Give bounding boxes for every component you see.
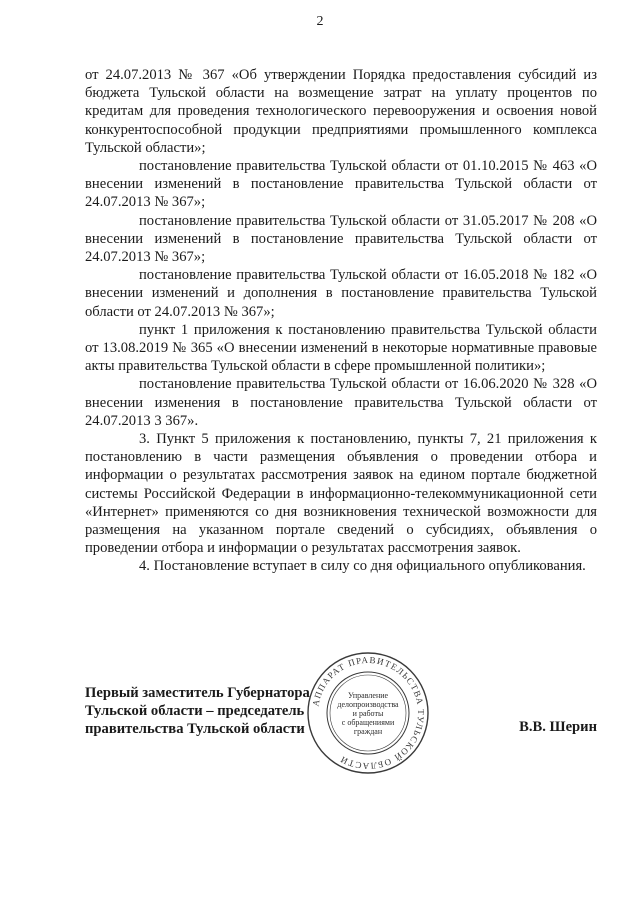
- document-body: [85, 66, 597, 576]
- paragraph-6: постановление правительства Тульской области от 16.06.2020 № 328 «О внесении изменения в постановление правительства Тульской области от 24.07.2013 3 367».: [85, 376, 597, 429]
- signatory-name: В.В. Шерин: [519, 719, 597, 735]
- signatory-title-line: Тульской области – председатель: [85, 703, 305, 719]
- signature-block: [85, 684, 597, 738]
- paragraph-8: 4. Постановление вступает в силу со дня официального опубликования.: [139, 558, 586, 575]
- signatory-title: [85, 684, 385, 738]
- seal-center-line: с обращениями: [341, 717, 395, 727]
- seal-center-line: и работы: [352, 708, 384, 718]
- paragraph-5: пункт 1 приложения к постановлению правительства Тульской области от 13.08.2019 № 365 «О внесении изменений в некоторые нормативные правовые акты правительства Тульской области в сфере промышленной политики»;: [85, 321, 597, 375]
- signatory-title-line: Первый заместитель Губернатора: [85, 685, 310, 701]
- paragraph-4: постановление правительства Тульской области от 16.05.2018 № 182 «О внесении изменений и дополнения в постановление правительства Тульской области от 24.07.2013 № 367»;: [85, 267, 597, 320]
- seal-center-line: Управление: [347, 690, 389, 700]
- seal-center-line: граждан: [353, 726, 383, 736]
- paragraph-7: 3. Пункт 5 приложения к постановлению, пункты 7, 21 приложения к постановлению в части размещения объявления о проведении отбора и информации о результатах рассмотрения заявок на едином портале бюджетной системы Российской Федерации в информационно-телекоммуникационной сети «Интернет» применяются со дня возникновения технической возможности для размещения на указанном портале сведений о субсидиях, объявления о проведении отбора и информации о результатах рассмотрения заявок.: [85, 431, 597, 557]
- seal-center-line: делопроизводства: [337, 699, 399, 709]
- paragraph-1: от 24.07.2013 № 367 «Об утверждении Порядка предоставления субсидий из бюджета Тульской области на возмещение затрат на уплату процентов по кредитам для проведения технологического перевооружения и освоения новой конкурентоспособной продукции предприятиями промышленного комплекса Тульской области»;: [85, 67, 597, 156]
- page-number: 2: [316, 14, 324, 29]
- paragraph-2: постановление правительства Тульской области от 01.10.2015 № 463 «О внесении изменений в постановление правительства Тульской области от 24.07.2013 № 367»;: [85, 158, 597, 211]
- seal-ring-text: АППАРАТ ПРАВИТЕЛЬСТВА ТУЛЬСКОЙ ОБЛАСТИ: [310, 654, 427, 772]
- paragraph-3: постановление правительства Тульской области от 31.05.2017 № 208 «О внесении изменений в постановление правительства Тульской области от 24.07.2013 № 367»;: [85, 212, 597, 266]
- signatory-title-line: правительства Тульской области: [85, 721, 305, 737]
